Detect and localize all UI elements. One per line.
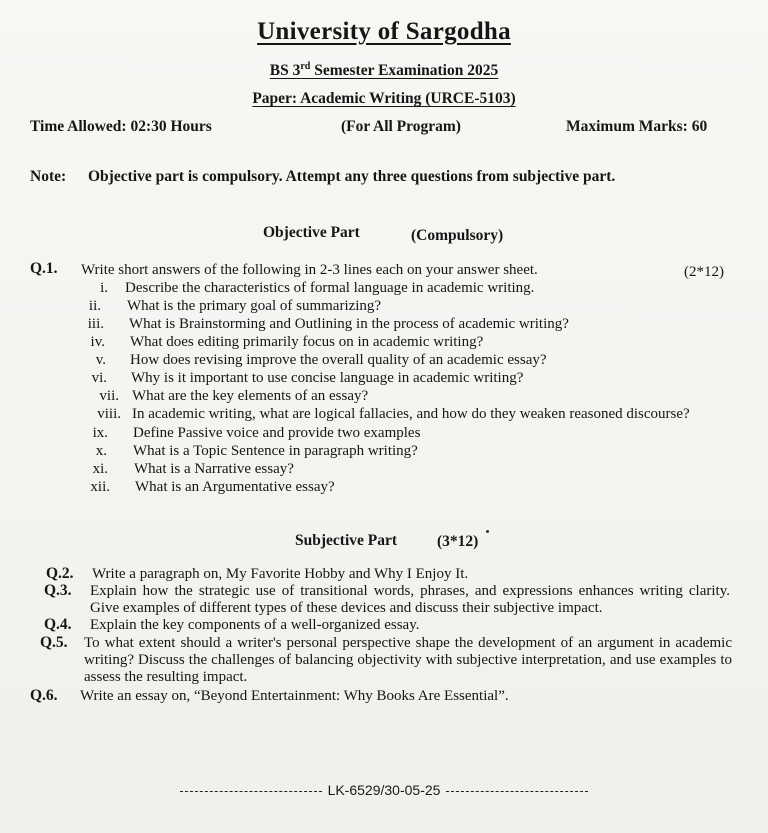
item-text: What is a Narrative essay? [134, 461, 294, 477]
item-number: x. [95, 443, 107, 459]
item-text: What are the key elements of an essay? [132, 388, 369, 404]
note-label: Note: [30, 168, 67, 185]
exam-title-superscript: rd [300, 61, 311, 72]
question-number: Q.2. [46, 565, 74, 582]
paper-code-footer [0, 782, 768, 798]
question-text: Explain the key components of a well-organized essay. [90, 617, 420, 633]
item-number: v. [95, 352, 106, 368]
item-text: In academic writing, what are logical fallacies, and how do they weaken reasoned discourse? [132, 406, 690, 422]
stray-mark [486, 530, 489, 533]
question-number: Q.5. [40, 634, 68, 651]
exam-title-suffix: Semester Examination 2025 [310, 62, 499, 80]
item-text: What is Brainstorming and Outlining in the process of academic writing? [129, 316, 569, 332]
question-text: Write an essay on, “Beyond Entertainment: Why Books Are Essential”. [80, 688, 509, 704]
footer-right-dashes [446, 791, 588, 792]
item-text: What does editing primarily focus on in academic writing? [130, 334, 484, 350]
objective-part-subtitle: (Compulsory) [411, 227, 504, 244]
note-text: Objective part is compulsory. Attempt any three questions from subjective part. [88, 168, 616, 185]
objective-part-title: Objective Part [263, 224, 360, 241]
subjective-part-marks: (3*12) [437, 533, 479, 550]
item-number: vii. [99, 388, 119, 404]
item-number: ix. [92, 425, 108, 441]
question-number: Q.1. [30, 260, 58, 277]
item-number: vi. [91, 370, 107, 386]
item-number: i. [100, 280, 108, 296]
paper-code: LK-6529/30-05-25 [327, 782, 441, 798]
item-text: Describe the characteristics of formal language in academic writing. [125, 280, 535, 296]
item-number: viii. [97, 406, 121, 422]
paper-title: Paper: Academic Writing (URCE-5103) [252, 90, 516, 107]
item-text: What is an Argumentative essay? [135, 479, 335, 495]
subjective-part-title: Subjective Part [295, 532, 398, 549]
item-number: iv. [90, 334, 105, 350]
item-number: xii. [90, 479, 110, 495]
item-number: iii. [87, 316, 104, 332]
item-number: ii. [88, 298, 101, 314]
university-title: University of Sargodha [257, 18, 511, 45]
item-text: What is a Topic Sentence in paragraph writing? [133, 443, 418, 459]
item-text: Why is it important to use concise language in academic writing? [131, 370, 524, 386]
question-number: Q.3. [44, 582, 72, 599]
exam-title-prefix: BS 3 [269, 62, 301, 80]
question-number: Q.6. [30, 687, 58, 704]
item-text: What is the primary goal of summarizing? [127, 298, 382, 314]
footer-left-dashes [180, 791, 322, 792]
question-text: Write a paragraph on, My Favorite Hobby and Why I Enjoy It. [92, 566, 469, 582]
question-marks: (2*12) [684, 264, 724, 280]
question-text: Explain how the strategic use of transitional words, phrases, and expressions enhances writing clarity. Give examples of different types of these devices and discuss their subjective impact. [90, 583, 730, 616]
program-label: (For All Program) [341, 118, 461, 135]
note [30, 168, 615, 186]
question-number: Q.4. [44, 616, 72, 633]
item-text: Define Passive voice and provide two examples [133, 425, 421, 441]
time-allowed: Time Allowed: 02:30 Hours [30, 118, 212, 135]
exam-title [0, 61, 768, 80]
item-text: How does revising improve the overall quality of an academic essay? [130, 352, 547, 368]
question-text: Write short answers of the following in 2-3 lines each on your answer sheet. [81, 262, 538, 278]
question-text: To what extent should a writer's personal perspective shape the development of an argument in academic writing? Discuss the challenges of balancing objectivity with subjective interpretation, and use examples to assess the resulting impact. [84, 635, 732, 685]
maximum-marks: Maximum Marks: 60 [566, 118, 708, 135]
item-number: xi. [92, 461, 108, 477]
